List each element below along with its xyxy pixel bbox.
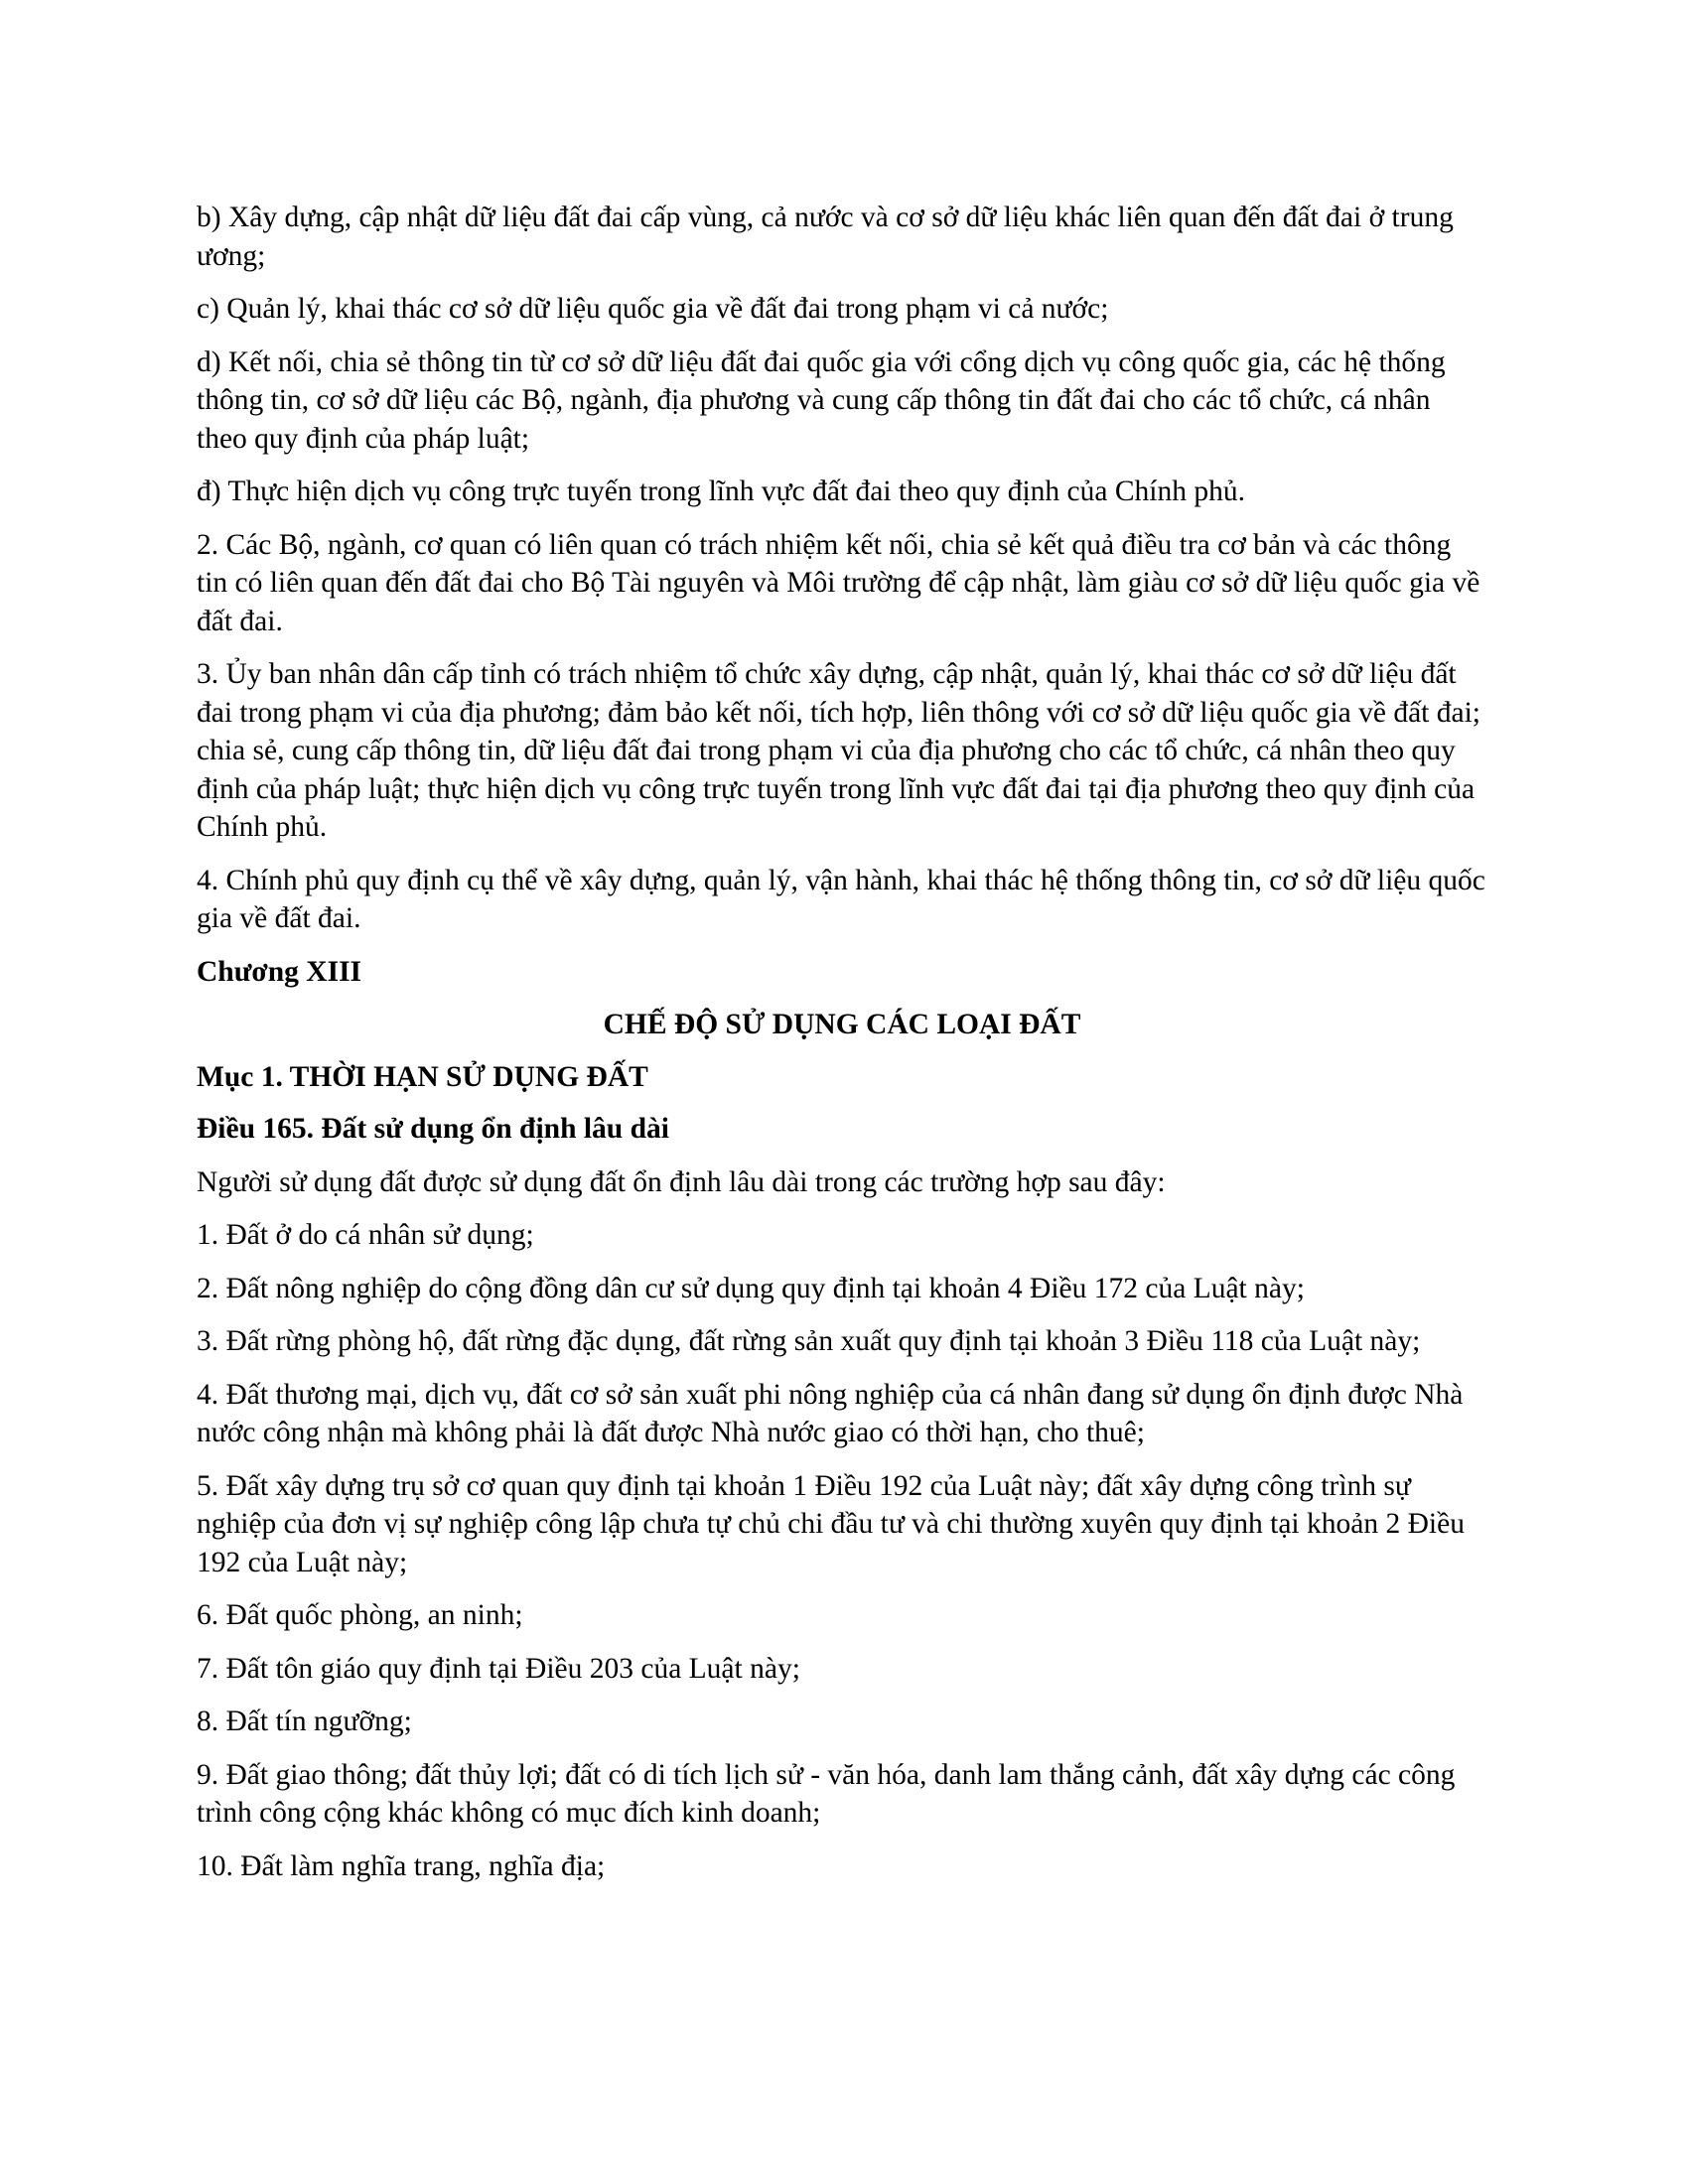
article-clause-6: 6. Đất quốc phòng, an ninh; bbox=[197, 1599, 523, 1631]
article-intro: Người sử dụng đất được sử dụng đất ổn định lâu dài trong các trường hợp sau đây: bbox=[197, 1165, 1166, 1198]
paragraph-point-c: c) Quản lý, khai thác cơ sở dữ liệu quốc gia về đất đai trong phạm vi cả nước; bbox=[197, 293, 1109, 325]
article-clause-10: 10. Đất làm nghĩa trang, nghĩa địa; bbox=[197, 1849, 606, 1882]
article-clause-7: 7. Đất tôn giáo quy định tại Điều 203 của Luật này; bbox=[197, 1652, 800, 1685]
paragraph-clause-2: 2. Các Bộ, ngành, cơ quan có liên quan có trách nhiệm kết nối, chia sẻ kết quả điều tra cơ bản và các thông tin có liên quan đến đất đai cho Bộ Tài nguyên và Môi trường để cập nhật, làm giàu cơ sở dữ liệu quốc gia về đất đai. bbox=[197, 528, 1480, 637]
article-clause-5: 5. Đất xây dựng trụ sở cơ quan quy định tại khoản 1 Điều 192 của Luật này; đất xây dựng công trình sự nghiệp của đơn vị sự nghiệp công lập chưa tự chủ chi đầu tư và chi thường xuyên quy định tại khoản 2 Điều 192 của Luật này; bbox=[197, 1469, 1465, 1578]
section-title: Mục 1. THỜI HẠN SỬ DỤNG ĐẤT bbox=[197, 1060, 648, 1093]
article-clause-4: 4. Đất thương mại, dịch vụ, đất cơ sở sản xuất phi nông nghiệp của cá nhân đang sử dụng ổn định được Nhà nước công nhận mà không phải là đất được Nhà nước giao có thời hạn, cho thuê; bbox=[197, 1378, 1464, 1448]
article-clause-3: 3. Đất rừng phòng hộ, đất rừng đặc dụng, đất rừng sản xuất quy định tại khoản 3 Điều 118 của Luật này; bbox=[197, 1325, 1421, 1357]
chapter-title: CHẾ ĐỘ SỬ DỤNG CÁC LOẠI ĐẤT bbox=[603, 1009, 1081, 1040]
paragraph-point-dd: đ) Thực hiện dịch vụ công trực tuyến trong lĩnh vực đất đai theo quy định của Chính phủ. bbox=[197, 476, 1245, 507]
paragraph-clause-4: 4. Chính phủ quy định cụ thể về xây dựng, quản lý, vận hành, khai thác hệ thống thông tin, cơ sở dữ liệu quốc gia về đất đai. bbox=[197, 864, 1485, 934]
chapter-label: Chương XIII bbox=[197, 955, 362, 988]
paragraph-clause-3: 3. Ủy ban nhân dân cấp tỉnh có trách nhiệm tổ chức xây dựng, cập nhật, quản lý, khai thác cơ sở dữ liệu đất đai trong phạm vi của địa phương; đảm bảo kết nối, tích hợp, liên thông với cơ sở dữ liệu quốc gia về đất đai; chia sẻ, cung cấp thông tin, dữ liệu đất đai trong phạm vi của địa phương cho các tổ chức, cá nhân theo quy định của pháp luật; thực hiện dịch vụ công trực tuyến trong lĩnh vực đất đai tại địa phương theo quy định của Chính phủ. bbox=[197, 658, 1480, 843]
article-clause-1: 1. Đất ở do cá nhân sử dụng; bbox=[197, 1219, 534, 1251]
document-page bbox=[197, 199, 1487, 1900]
article-title: Điều 165. Đất sử dụng ổn định lâu dài bbox=[197, 1113, 669, 1145]
article-clause-8: 8. Đất tín ngưỡng; bbox=[197, 1706, 412, 1737]
paragraph-point-d: d) Kết nối, chia sẻ thông tin từ cơ sở dữ liệu đất đai quốc gia với cổng dịch vụ công quốc gia, các hệ thống thông tin, cơ sở dữ liệu các Bộ, ngành, địa phương và cung cấp thông tin đất đai cho các tổ chức, cá nhân theo quy định của pháp luật; bbox=[197, 345, 1446, 455]
paragraph-point-b: b) Xây dựng, cập nhật dữ liệu đất đai cấp vùng, cả nước và cơ sở dữ liệu khác liên quan đến đất đai ở trung ương; bbox=[197, 202, 1454, 272]
article-clause-2: 2. Đất nông nghiệp do cộng đồng dân cư sử dụng quy định tại khoản 4 Điều 172 của Luật này; bbox=[197, 1272, 1305, 1304]
article-clause-9: 9. Đất giao thông; đất thủy lợi; đất có di tích lịch sử - văn hóa, danh lam thắng cảnh, đất xây dựng các công trình công cộng khác không có mục đích kinh doanh; bbox=[197, 1758, 1456, 1829]
